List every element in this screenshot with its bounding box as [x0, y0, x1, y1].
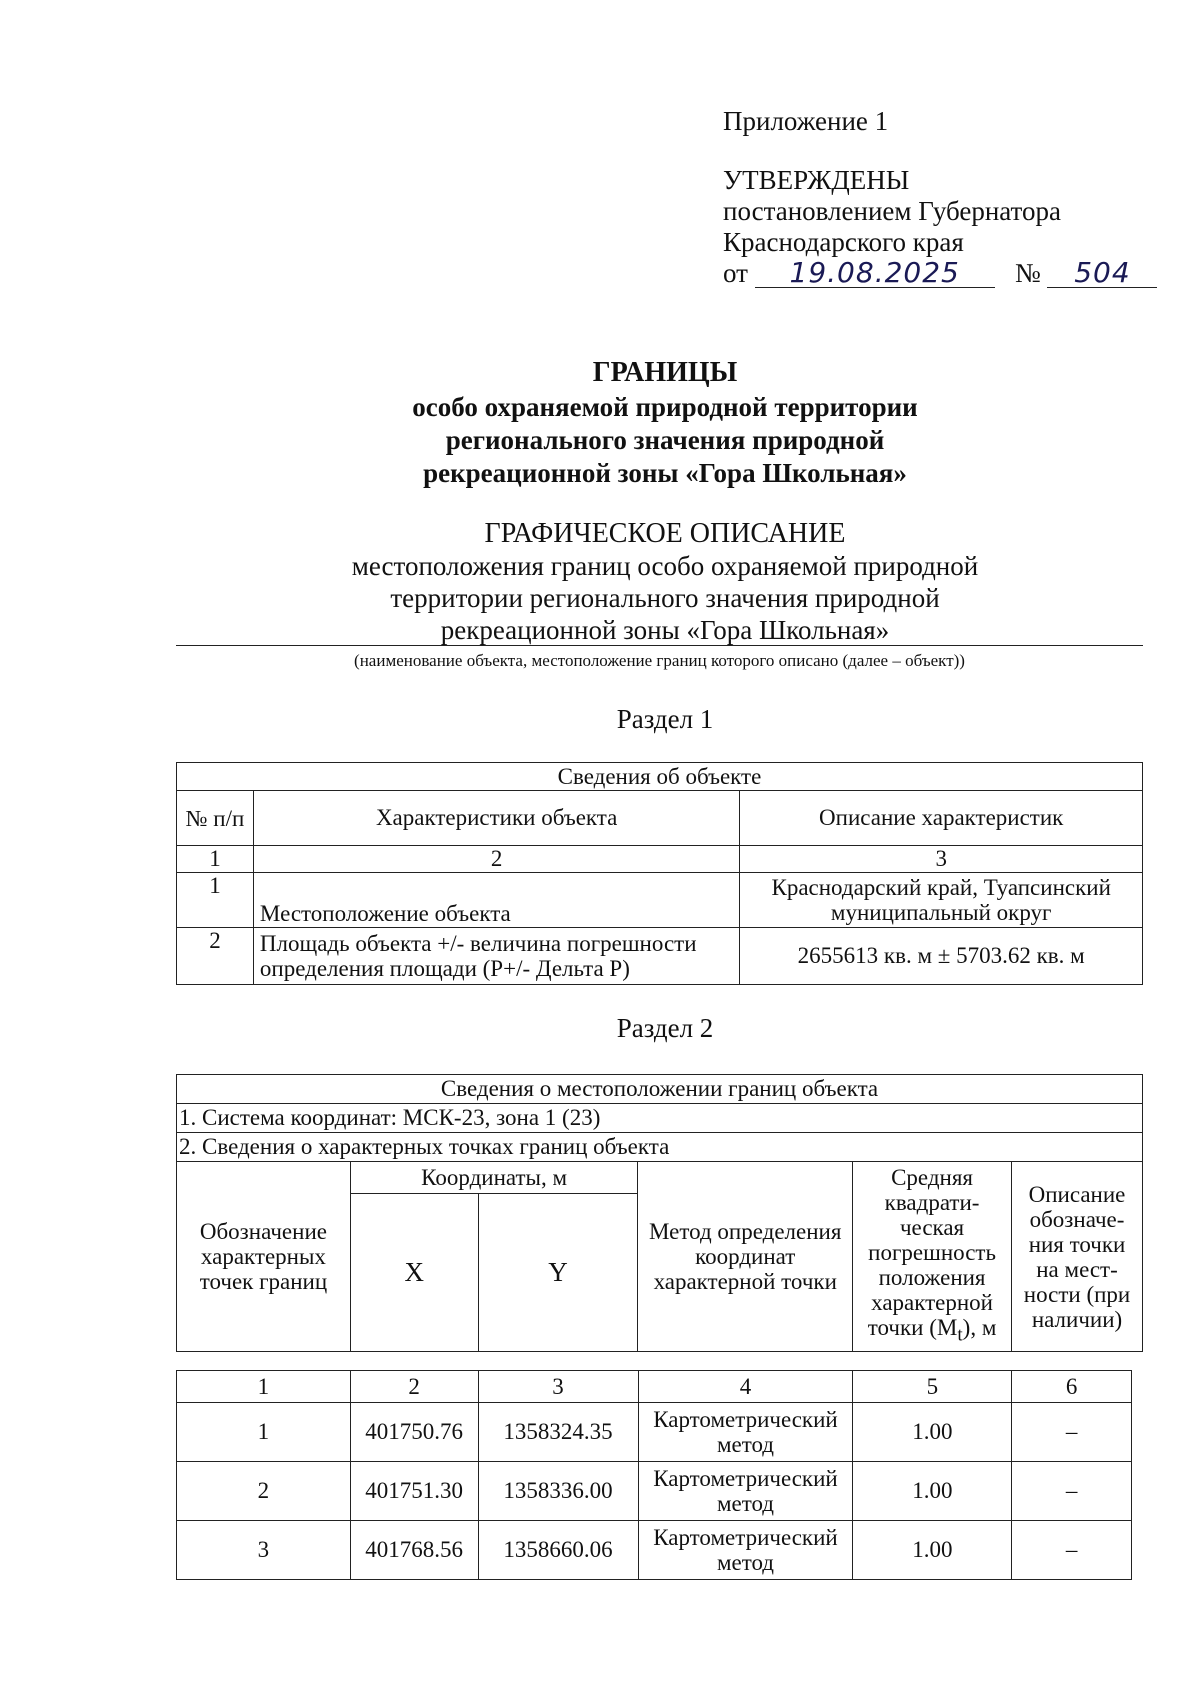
graphic-line-2: территории регионального значения природной [390, 583, 940, 613]
section-1-heading: Раздел 1 [616, 704, 714, 734]
col-coordinates-header: Координаты, м [350, 1162, 637, 1194]
date-prefix: от [723, 258, 748, 288]
point-y: 1358660.06 [478, 1521, 638, 1580]
number-handwritten: 504 [1047, 259, 1157, 288]
object-name-rule [176, 645, 1143, 646]
error-header-subscript: t [957, 1324, 963, 1346]
approval-block [723, 165, 1157, 289]
coordinate-system: 1. Система координат: МСК-23, зона 1 (23) [177, 1104, 1143, 1133]
title-line-4: рекреационной зоны «Гора Школьная» [423, 458, 907, 488]
approved-line-2: Краснодарского края [723, 227, 964, 257]
col-description-header: Описание характеристик [740, 791, 1143, 846]
table-row [177, 1521, 1132, 1580]
table-row [177, 928, 1143, 985]
point-method: Картометрический метод [638, 1521, 853, 1580]
point-y: 1358336.00 [478, 1462, 638, 1521]
date-number-line [723, 258, 1157, 289]
points-title: 2. Сведения о характерных точках границ объекта [177, 1133, 1143, 1162]
col-characteristics-header: Характеристики объекта [253, 791, 739, 846]
index-cell: 4 [638, 1371, 853, 1403]
col-num-header: № п/п [177, 791, 254, 846]
index-cell: 3 [478, 1371, 638, 1403]
appendix-label: Приложение 1 [723, 106, 889, 136]
approved-line-1: постановлением Губернатора [723, 196, 1061, 226]
col-x-header: X [350, 1194, 478, 1352]
section-2-heading: Раздел 2 [616, 1013, 714, 1043]
index-cell: 2 [350, 1371, 478, 1403]
object-name-caption: (наименование объекта, местоположение границ которого описано (далее – объект)) [354, 651, 965, 670]
table-row [177, 1403, 1132, 1462]
point-description: – [1012, 1403, 1132, 1462]
point-y: 1358324.35 [478, 1403, 638, 1462]
point-id: 2 [177, 1462, 351, 1521]
row-number: 1 [177, 873, 254, 928]
index-cell: 1 [177, 846, 254, 873]
boundary-points-table [176, 1370, 1132, 1580]
col-y-header: Y [478, 1194, 638, 1352]
title-line-3: регионального значения природной [445, 425, 885, 455]
col-error-header [853, 1162, 1012, 1352]
point-id: 3 [177, 1521, 351, 1580]
index-cell: 6 [1012, 1371, 1132, 1403]
point-error: 1.00 [853, 1521, 1012, 1580]
object-info-title: Сведения об объекте [177, 763, 1143, 791]
error-header-unit: ), м [962, 1315, 997, 1341]
object-info-table [176, 762, 1143, 985]
row-characteristic: Площадь объекта +/- величина погрешности определения площади (P+/- Дельта P) [253, 928, 739, 985]
index-cell: 1 [177, 1371, 351, 1403]
index-cell: 3 [740, 846, 1143, 873]
error-header-text: Средняя квадрати-ческая погрешность положения характерной точки (M [867, 1165, 996, 1341]
row-description: Краснодарский край, Туапсинский муниципальный округ [740, 873, 1143, 928]
point-x: 401751.30 [350, 1462, 478, 1521]
point-method: Картометрический метод [638, 1403, 853, 1462]
row-characteristic: Местоположение объекта [253, 873, 739, 928]
col-method-header: Метод определения координат характерной точки [638, 1162, 853, 1352]
graphic-line-3: рекреационной зоны «Гора Школьная» [440, 615, 890, 645]
approved-title: УТВЕРЖДЕНЫ [723, 165, 910, 195]
index-cell: 2 [253, 846, 739, 873]
point-error: 1.00 [853, 1462, 1012, 1521]
point-description: – [1012, 1462, 1132, 1521]
boundary-header-table [176, 1074, 1143, 1352]
index-cell: 5 [853, 1371, 1012, 1403]
graphic-title: ГРАФИЧЕСКОЕ ОПИСАНИЕ [484, 518, 846, 549]
point-description: – [1012, 1521, 1132, 1580]
row-number: 2 [177, 928, 254, 985]
point-x: 401750.76 [350, 1403, 478, 1462]
table-row [177, 873, 1143, 928]
title-line-2: особо охраняемой природной территории [412, 392, 918, 422]
date-handwritten: 19.08.2025 [755, 259, 995, 288]
point-method: Картометрический метод [638, 1462, 853, 1521]
point-error: 1.00 [853, 1403, 1012, 1462]
col-point-description-header: Описание обозначе-ния точки на мест-ности (при наличии) [1012, 1162, 1143, 1352]
number-prefix: № [1014, 258, 1041, 288]
point-x: 401768.56 [350, 1521, 478, 1580]
title-line-1: ГРАНИЦЫ [592, 357, 738, 388]
table-row [177, 1462, 1132, 1521]
graphic-line-1: местоположения границ особо охраняемой природной [351, 551, 979, 581]
col-designation-header: Обозначение характерных точек границ [177, 1162, 351, 1352]
graphic-description [0, 518, 1200, 646]
point-id: 1 [177, 1403, 351, 1462]
boundary-table-title: Сведения о местоположении границ объекта [177, 1075, 1143, 1104]
row-description: 2655613 кв. м ± 5703.62 кв. м [740, 928, 1143, 985]
document-title [0, 355, 1200, 490]
